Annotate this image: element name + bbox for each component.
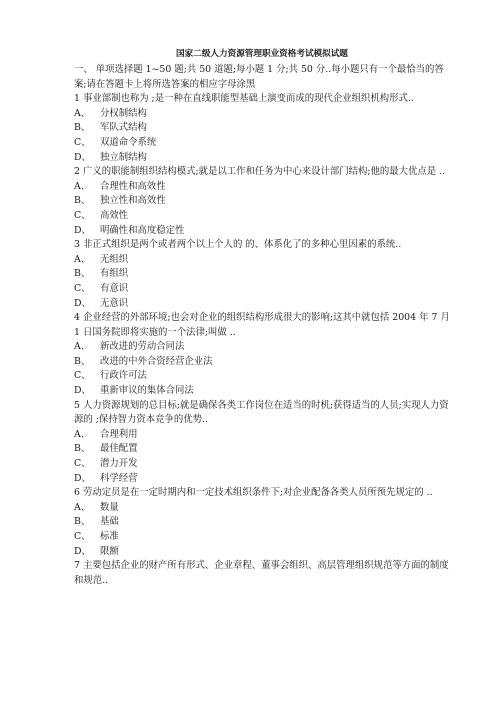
option-text: 数量 <box>100 501 119 513</box>
answer-option <box>74 428 450 443</box>
option-text: 新改进的劳动合同法 <box>100 341 185 353</box>
answer-option <box>74 355 450 370</box>
answer-option <box>74 136 450 151</box>
option-letter: D、 <box>74 472 91 484</box>
option-text: 分权制结构 <box>100 107 147 119</box>
option-text: 限额 <box>100 545 119 557</box>
answer-option <box>74 457 450 472</box>
question-block <box>74 311 450 399</box>
option-text: 独立性和高效性 <box>100 195 166 207</box>
option-text: 最佳配置 <box>100 443 138 455</box>
answer-option <box>74 545 450 560</box>
option-text: 明确性和高度稳定性 <box>100 224 185 236</box>
answer-option <box>74 472 450 487</box>
question-stem: 3 非正式组织是两个或者两个以上个人的 的、体系化了的多种心里因素的系统.. <box>74 239 402 251</box>
option-text: 独立制结构 <box>100 151 147 163</box>
option-text: 军队式结构 <box>100 122 147 134</box>
option-letter: D、 <box>74 545 91 557</box>
option-letter: B、 <box>74 443 91 455</box>
question-stem: 1 事业部制也称为 ;是一种在直线职能型基础上演变而成的现代企业组织机构形式.. <box>74 93 414 105</box>
answer-option <box>74 442 450 457</box>
answer-option <box>74 369 450 384</box>
question-stem: 5 人力资源规划的总目标;就是确保各类工作岗位在适当的时机;获得适当的人员;实现人力资源的 ;保持智力资本竞争的优势.. <box>74 399 449 426</box>
option-text: 潜力开发 <box>100 458 138 470</box>
option-letter: A、 <box>74 341 91 353</box>
answer-option <box>74 267 450 282</box>
option-text: 高效性 <box>100 209 129 221</box>
answer-option <box>74 194 450 209</box>
option-letter: B、 <box>74 195 91 207</box>
answer-option <box>74 340 450 355</box>
option-letter: C、 <box>74 136 91 148</box>
question-block <box>74 486 450 559</box>
option-letter: C、 <box>74 531 91 542</box>
document-title: 国家二级人力资源管理职业资格考试模拟试题 <box>176 49 348 59</box>
section-instructions: 一、 单项选择题 1~50 题;共 50 道题;每小题 1 分;共 50 分..每小题只有一个最恰当的答案;请在答题卡上将所选答案的相应字母涂黑 <box>74 64 444 90</box>
option-text: 基础 <box>100 516 119 528</box>
option-text: 有意识 <box>100 282 129 294</box>
option-letter: D、 <box>74 297 91 309</box>
question-block <box>74 399 450 487</box>
option-text: 无组织 <box>100 253 129 265</box>
option-text: 无意识 <box>100 297 129 309</box>
option-text: 改进的中外合资经营企业法 <box>100 355 213 367</box>
question-stem: 7 主要包括企业的财产所有形式、企业章程、董事会组织、高层管理组织规范等方面的制度和规范.. <box>74 560 449 586</box>
option-text: 双道命令系统 <box>100 136 157 148</box>
answer-option <box>74 107 450 122</box>
answer-option <box>74 501 450 516</box>
option-letter: B、 <box>74 122 91 134</box>
question-stem: 2 广义的职能制组织结构模式;就是以工作和任务为中心来设计部门结构;他的最大优点是 .. <box>74 166 446 178</box>
answer-option <box>74 515 450 530</box>
option-letter: B、 <box>74 355 91 367</box>
answer-option <box>74 180 450 195</box>
question-stem: 4 企业经营的外部环境;也会对企业的组织结构形成很大的影响;这其中就包括 2004 年 7 月 1 日国务院即将实施的一个法律;叫做 .. <box>74 312 450 338</box>
option-letter: A、 <box>74 180 91 192</box>
answer-option <box>74 224 450 239</box>
answer-option <box>74 297 450 312</box>
question-list <box>74 92 450 588</box>
option-letter: C、 <box>74 209 91 221</box>
answer-option <box>74 384 450 399</box>
answer-option <box>74 282 450 297</box>
option-letter: D、 <box>74 385 91 397</box>
question-block <box>74 559 450 588</box>
answer-option <box>74 253 450 268</box>
option-letter: B、 <box>74 516 91 528</box>
option-letter: A、 <box>74 253 91 265</box>
question-block <box>74 238 450 311</box>
option-letter: C、 <box>74 370 91 382</box>
option-letter: D、 <box>74 151 91 163</box>
option-text: 有组织 <box>100 268 129 280</box>
question-stem: 6 劳动定员是在一定时期内和一定技术组织条件下;对企业配备各类人员所预先规定的 .. <box>74 487 433 499</box>
question-block <box>74 92 450 165</box>
question-block <box>74 165 450 238</box>
option-text: 标准 <box>100 531 119 542</box>
option-text: 合理性和高效性 <box>100 180 166 192</box>
answer-option <box>74 209 450 224</box>
option-letter: C、 <box>74 282 91 294</box>
option-text: 行政许可法 <box>100 370 147 382</box>
option-text: 科学经营 <box>100 472 138 484</box>
option-letter: C、 <box>74 458 91 470</box>
option-letter: A、 <box>74 428 91 440</box>
option-letter: A、 <box>74 107 91 119</box>
option-text: 重新审议的集体合同法 <box>100 385 194 397</box>
option-letter: B、 <box>74 268 91 280</box>
option-text: 合理利用 <box>100 428 138 440</box>
option-letter: A、 <box>74 501 91 513</box>
option-letter: D、 <box>74 224 91 236</box>
answer-option <box>74 121 450 136</box>
answer-option <box>74 530 450 545</box>
answer-option <box>74 151 450 166</box>
